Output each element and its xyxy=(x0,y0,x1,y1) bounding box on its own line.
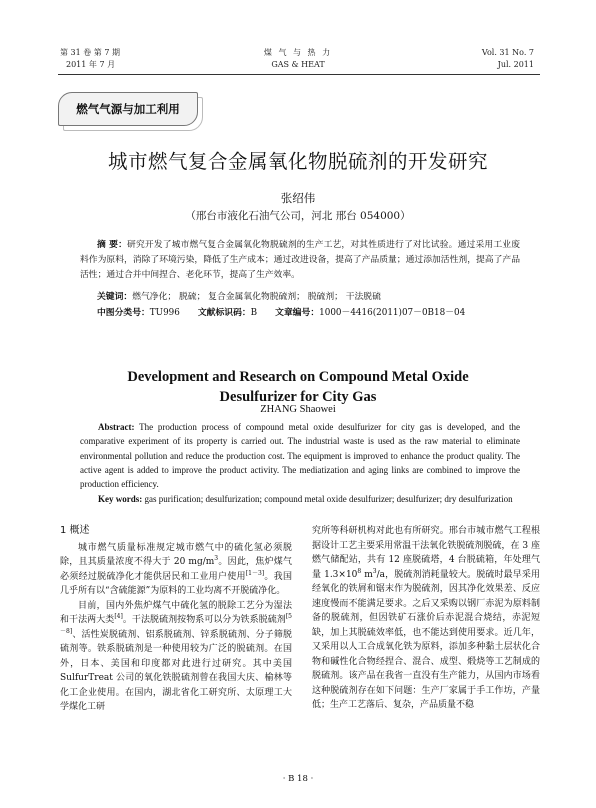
body-paragraph-2 xyxy=(60,599,292,715)
right-text-a: 究所等科研机构对此也有所研究。邢台市城市燃气工程根据设计工艺主要采用常温干法氧化铁脱硫剂脱硫，在 3 座燃气储配站，共有 12 座脱硫塔，4 台脱硫箱，年处理气量 1.3×10 xyxy=(312,526,540,580)
paper-title-cn: 城市燃气复合金属氧化物脱硫剂的开发研究 xyxy=(107,150,488,173)
clc-value: TU996 xyxy=(149,308,180,318)
affiliation-cn: （邢台市液化石油气公司，河北 邢台 054000） xyxy=(185,210,411,222)
right-text-b: m xyxy=(361,569,373,580)
journal-name-cn: 煤 气 与 热 力 xyxy=(263,48,333,57)
keywords-en-text: gas purification; desulfurization; compound metal oxide desulfurizer; desulfurizer; dry desulfurization xyxy=(142,494,513,505)
header-rule xyxy=(58,74,540,75)
body-paragraph-1 xyxy=(60,541,292,599)
keywords-en-paragraph xyxy=(80,492,520,506)
paper-title-en-line2: Desulfurizer for City Gas xyxy=(219,389,377,405)
author-en: ZHANG Shaowei xyxy=(260,404,336,415)
right-text-c: /a，脱硫剂消耗量较大。脱硫时最早采用经氧化的铁屑和锯末作为脱硫剂，因其净化效果差、反应速度慢而不能满足要求。之后又采购以钢厂赤泥为原料制备的脱硫剂，但因铁矿石涨价后赤泥混合烧结，赤泥短缺，加上其脱硫效率低，也不能达到使用要求。近几年，又采用以人工合成氧化铁为原料，添加多种黏土层状化合物和碱性化合物经捏合、混合、成型、煅烧等工艺制成的脱硫剂。该产品在我省一直没有生产能力，从国内市场看这种脱硫剂存在如下问题：生产厂家属于手工作坊，产量低；生产工艺落后、复杂，产品质量不稳 xyxy=(312,569,540,710)
abstract-en xyxy=(80,420,520,507)
column-banner xyxy=(58,92,198,126)
paper-title-en xyxy=(0,368,596,406)
abstract-cn-label: 摘 要： xyxy=(97,240,128,250)
volume-issue-cn: 第 31 卷 第 7 期 xyxy=(60,48,120,57)
superscript: 3 xyxy=(372,567,377,575)
section-heading: 1 概述 xyxy=(60,525,90,536)
volume-issue-en: Vol. 31 No. 7 xyxy=(481,48,534,57)
doc-code-label: 文献标识码： xyxy=(197,308,251,318)
page-number: · B 18 · xyxy=(282,774,314,784)
keywords-cn xyxy=(97,290,381,304)
journal-name-en: GAS & HEAT xyxy=(271,60,325,69)
running-header-right xyxy=(482,47,534,71)
superscript: 3 xyxy=(214,555,219,562)
citation-ref: [1－3] xyxy=(245,569,265,577)
para2-text-b: 。干法脱硫剂按物系可以分为铁系脱硫剂 xyxy=(122,615,286,625)
para1-text-a: 城市燃气质量标准规定城市燃气中的硫化氢必须脱除，且其质量浓度不得大于 20 mg/m xyxy=(60,542,292,567)
author-cn: 张绍伟 xyxy=(280,191,316,205)
paper-title-en-line1: Development and Research on Compound Metal Oxide xyxy=(127,369,469,385)
column-banner-label: 燃气气源与加工利用 xyxy=(76,102,180,116)
superscript: 8 xyxy=(357,567,362,575)
keywords-en-label: Key words: xyxy=(98,494,143,505)
para1-text-c: 。我国几乎所有以“含硫能源”为原料的工业均离不开脱硫净化。 xyxy=(60,571,292,596)
date-en: Jul. 2011 xyxy=(497,60,534,69)
article-number-label: 文章编号： xyxy=(275,308,320,318)
body-paragraph-continued xyxy=(312,524,540,713)
keywords-cn-text: 燃气净化； 脱硫； 复合金属氧化物脱硫剂； 脱硫剂； 干法脱硫 xyxy=(132,292,381,302)
keywords-cn-label: 关键词： xyxy=(97,292,133,302)
abstract-en-label: Abstract: xyxy=(98,422,135,432)
abstract-en-paragraph xyxy=(80,420,520,491)
para2-text-c: 、活性炭脱硫剂、铝系脱硫剂、锌系脱硫剂、分子筛脱硫剂等。铁系脱硫剂是一种使用较为广泛的脱硫剂。在国外，日本、美国和印度都对此进行过研究。其中美国 SulfurTreat 公司的氧化铁脱硫剂曾在我国大庆、榆林等化工企业使用。在国内，湖北省化工研究所、太原理工大学煤化工研 xyxy=(60,629,292,712)
abstract-en-text: The production process of compound metal oxide desulfurizer for city gas is developed, and the comparative experiment of its property is carried out. The industrial waste is used as the raw material to eliminate environmental pollution and reduce the production cost. The equipment is improved to enhance the product quality. The active agent is added to improve the product activity. The mediatization and aging links are combined to improve the production efficiency. xyxy=(80,422,520,490)
abstract-cn-text: 研究开发了城市燃气复合金属氧化物脱硫剂的生产工艺，对其性质进行了对比试验。通过采用工业废料作为原料，消除了环境污染，降低了生产成本；通过改进设备，提高了产品质量；通过添加活性剂，提高了产品活性；通过合并中间捏合、老化环节，提高了生产效率。 xyxy=(80,240,520,280)
citation-ref: [4] xyxy=(114,613,123,620)
para1-text-b: 。因此，焦炉煤气必须经过脱硫净化才能供居民和工业用户使用 xyxy=(60,557,292,582)
citation-ref: [5－8] xyxy=(60,613,292,635)
classification-line xyxy=(97,306,465,320)
abstract-cn xyxy=(80,238,520,283)
date-cn: 2011 年 7 月 xyxy=(66,60,116,69)
article-number-value: 1000－4416(2011)07－0B18－04 xyxy=(319,308,466,318)
body-column-left xyxy=(60,524,292,715)
body-column-right xyxy=(312,524,540,713)
para2-text-a: 目前，国内外焦炉煤气中硫化氢的脱除工艺分为湿法和干法两大类 xyxy=(60,600,292,625)
doc-code-value: B xyxy=(250,308,258,318)
clc-label: 中图分类号： xyxy=(97,308,150,318)
